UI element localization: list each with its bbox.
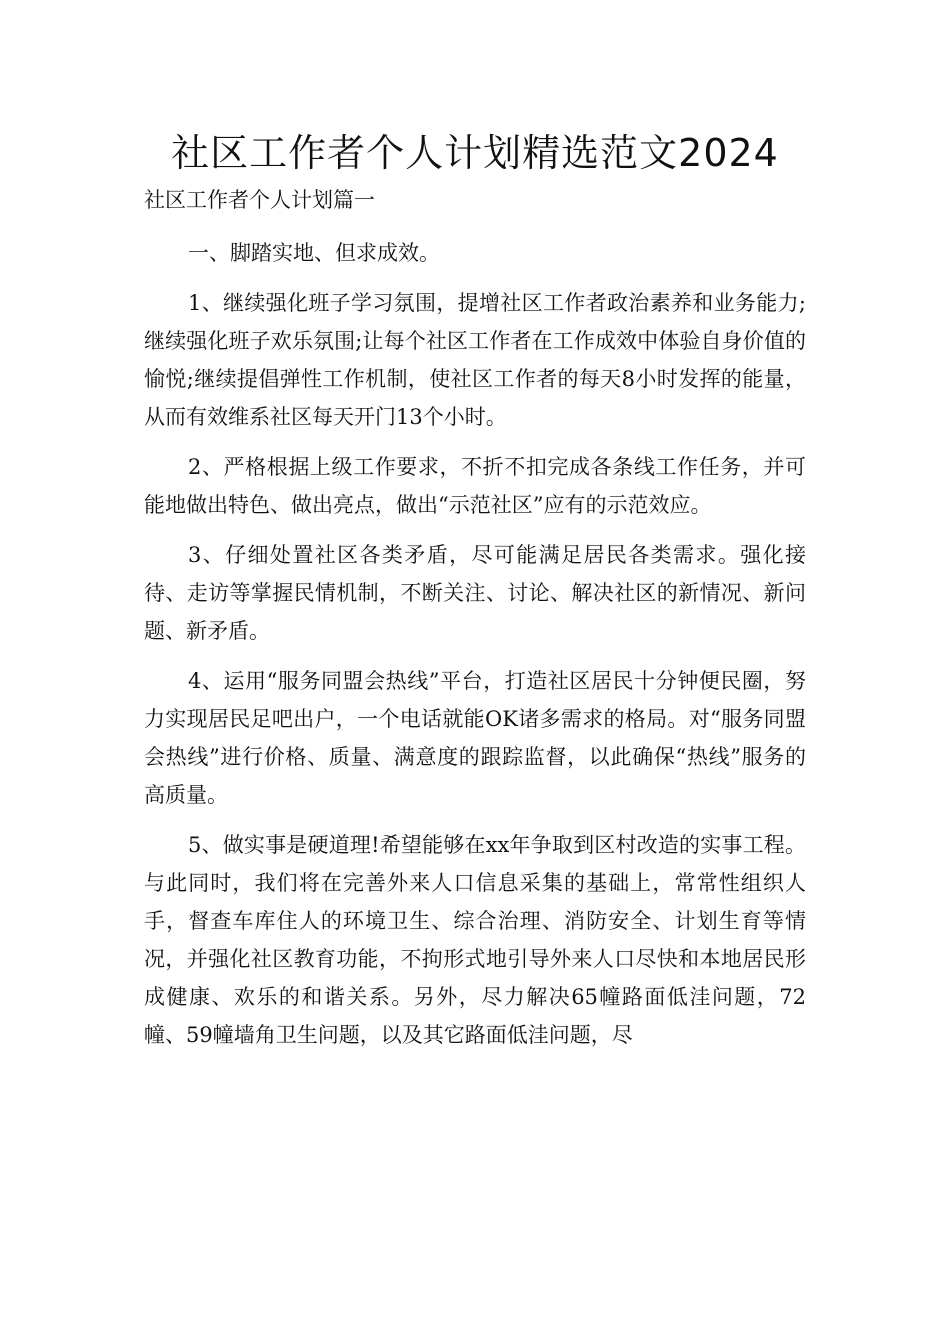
paragraph-item-4: 4、运用“服务同盟会热线”平台，打造社区居民十分钟便民圈，努力实现居民足吧出户，一个电话就能OK诸多需求的格局。对“服务同盟会热线”进行价格、质量、满意度的跟踪监督，以此确保“热线”服务的高质量。 [144,669,806,807]
document-title: 社区工作者个人计划精选范文2024 [171,131,779,175]
paragraph-item-3: 3、仔细处置社区各类矛盾，尽可能满足居民各类需求。强化接待、走访等掌握民情机制，不断关注、讨论、解决社区的新情况、新问题、新矛盾。 [144,543,806,643]
document-body [144,234,806,1066]
paragraph-item-1: 1、继续强化班子学习氛围，提增社区工作者政治素养和业务能力;继续强化班子欢乐氛围;让每个社区工作者在工作成效中体验自身价值的愉悦;继续提倡弹性工作机制，使社区工作者的每天8小时发挥的能量，从而有效维系社区每天开门13个小时。 [144,291,806,429]
paragraph-item-2: 2、严格根据上级工作要求，不折不扣完成各条线工作任务，并可能地做出特色、做出亮点，做出“示范社区”应有的示范效应。 [144,455,806,517]
section-heading: 社区工作者个人计划篇一 [144,188,375,212]
paragraph-item-5: 5、做实事是硬道理!希望能够在xx年争取到区村改造的实事工程。与此同时，我们将在完善外来人口信息采集的基础上，常常性组织人手，督查车库住人的环境卫生、综合治理、消防安全、计划生育等情况，并强化社区教育功能，不拘形式地引导外来人口尽快和本地居民形成健康、欢乐的和谐关系。另外，尽力解决65幢路面低洼问题，72幢、59幢墙角卫生问题，以及其它路面低洼问题，尽 [144,833,806,1047]
paragraph-heading: 一、脚踏实地、但求成效。 [188,241,440,265]
